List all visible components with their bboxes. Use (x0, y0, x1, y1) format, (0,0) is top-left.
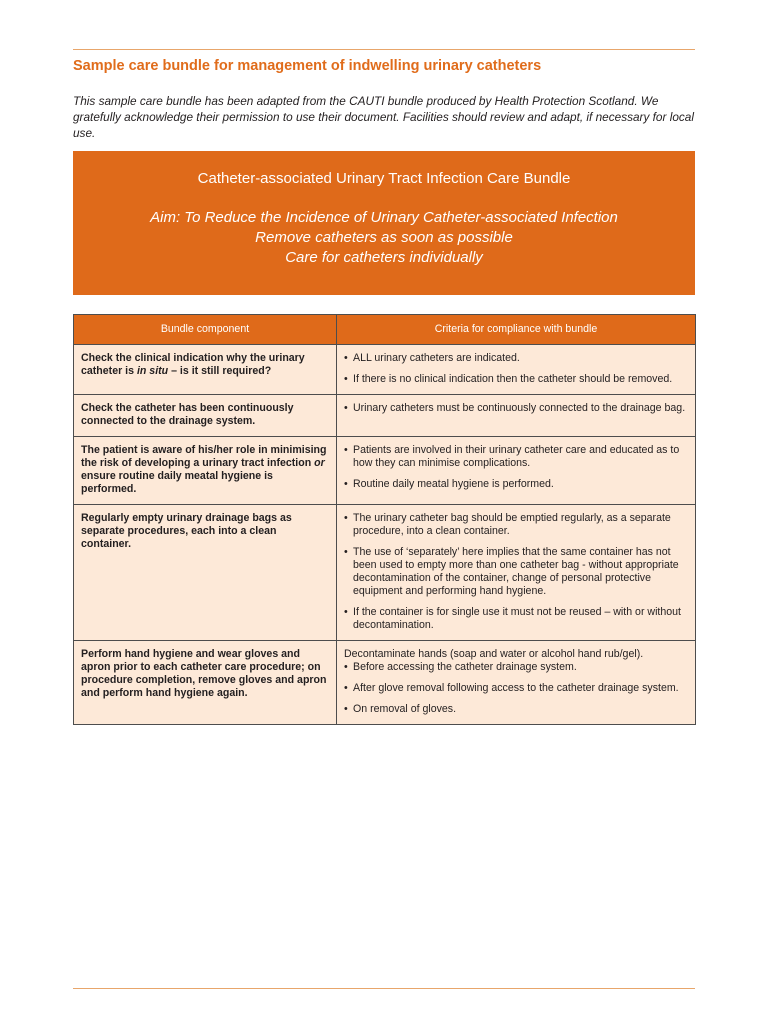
bundle-table (73, 314, 696, 725)
component-cell: Perform hand hygiene and wear gloves and apron prior to each catheter care procedure; on procedure completion, remove gloves and apron and perform hand hygiene again. (74, 641, 337, 725)
header-bundle-component: Bundle component (74, 315, 337, 345)
criteria-item: • On removal of gloves. (344, 703, 688, 716)
aim-line: Aim: To Reduce the Incidence of Urinary Catheter-associated Infection (150, 209, 618, 226)
table-row (74, 505, 696, 641)
criteria-lead: Decontaminate hands (soap and water or alcohol hand rub/gel). (344, 648, 644, 660)
table-row (74, 641, 696, 725)
component-italic: or (314, 457, 325, 469)
criteria-cell (337, 641, 696, 725)
component-text: – is it still required? (168, 365, 272, 377)
aim-line: Remove catheters as soon as possible (255, 229, 513, 246)
criteria-cell (337, 505, 696, 641)
criteria-item: • The use of ‘separately’ here implies that the same container has not been used to empty more than one catheter bag - without appropriate decontamination of the container, change of personal protective equipment and performing hand hygiene. (344, 546, 688, 598)
component-cell: Regularly empty urinary drainage bags as separate procedures, each into a clean container. (74, 505, 337, 641)
criteria-cell (337, 345, 696, 395)
aim-line: Care for catheters individually (285, 249, 483, 266)
table-row (74, 345, 696, 395)
criteria-item: • If there is no clinical indication then the catheter should be removed. (344, 373, 688, 386)
criteria-item: • The urinary catheter bag should be emptied regularly, as a separate procedure, into a clean container. (344, 512, 688, 538)
component-cell (74, 345, 337, 395)
intro-paragraph: This sample care bundle has been adapted from the CAUTI bundle produced by Health Protection Scotland. We gratefully acknowledge their permission to use their document. Facilities should review and adapt, if necessary for local use. (73, 94, 694, 140)
component-text: The patient is aware of his/her role in minimising the risk of developing a urinary tract infection (81, 444, 327, 469)
page-title: Sample care bundle for management of indwelling urinary catheters (73, 58, 542, 74)
component-cell: Check the catheter has been continuously connected to the drainage system. (74, 395, 337, 437)
criteria-item: • Routine daily meatal hygiene is performed. (344, 478, 688, 491)
component-cell (74, 437, 337, 505)
component-text: Check the clinical indication why the urinary catheter is (81, 352, 305, 377)
criteria-item: • ALL urinary catheters are indicated. (344, 352, 688, 365)
bundle-banner (73, 151, 695, 295)
criteria-item: • Patients are involved in their urinary catheter care and educated as to how they can minimise complications. (344, 444, 688, 470)
criteria-item: • Before accessing the catheter drainage system. (344, 661, 688, 674)
criteria-item: • After glove removal following access to the catheter drainage system. (344, 682, 688, 695)
table-row (74, 395, 696, 437)
table-header-row (74, 315, 696, 345)
component-italic: in situ (136, 365, 169, 377)
bottom-rule (73, 988, 695, 989)
banner-title: Catheter-associated Urinary Tract Infection Care Bundle (197, 170, 571, 187)
banner-aim (73, 208, 695, 268)
component-text: ensure routine daily meatal hygiene is performed. (81, 470, 273, 495)
criteria-cell (337, 395, 696, 437)
header-criteria: Criteria for compliance with bundle (337, 315, 696, 345)
criteria-cell (337, 437, 696, 505)
criteria-item: • Urinary catheters must be continuously connected to the drainage bag. (344, 402, 688, 415)
criteria-item: • If the container is for single use it must not be reused – with or without decontamination. (344, 606, 688, 632)
top-rule (73, 49, 695, 50)
table-row (74, 437, 696, 505)
